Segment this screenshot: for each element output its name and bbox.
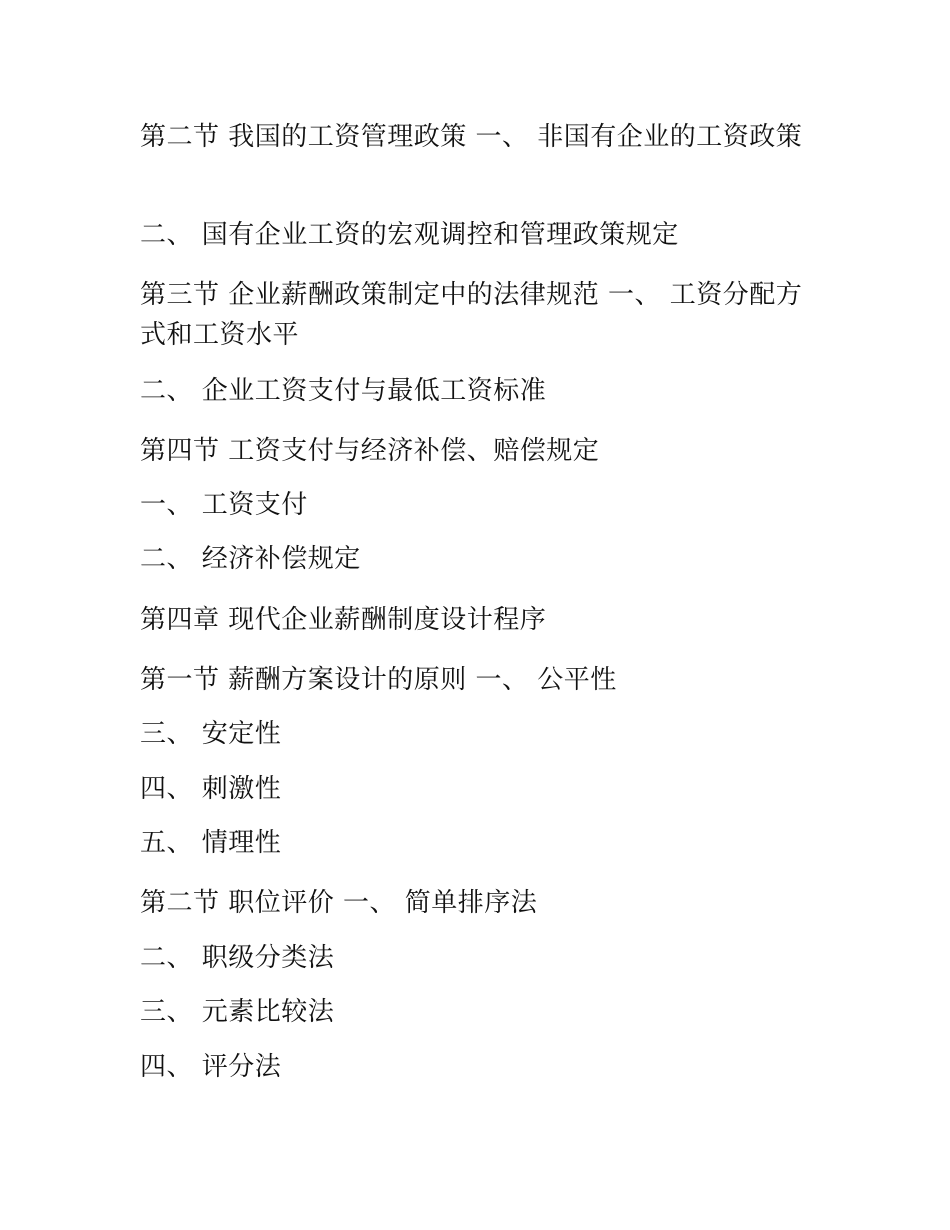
list-item-minimum-wage: 二、 企业工资支付与最低工资标准 [140, 376, 547, 406]
list-item-stability: 三、 安定性 [140, 719, 282, 749]
list-item-point-method: 四、 评分法 [140, 1052, 282, 1082]
list-item-reasonableness: 五、 情理性 [140, 828, 282, 858]
list-item-economic-compensation: 二、 经济补偿规定 [140, 544, 361, 574]
section-heading-job-evaluation: 第二节 职位评价 一、 简单排序法 [140, 888, 538, 918]
section-heading-design-principles: 第一节 薪酬方案设计的原则 一、 公平性 [140, 665, 617, 695]
list-item-wage-payment: 一、 工资支付 [140, 490, 308, 520]
section-heading-legal-norms: 第三节 企业薪酬政策制定中的法律规范 一、 工资分配方式和工资水平 [140, 280, 803, 350]
list-item-factor-comparison: 三、 元素比较法 [140, 997, 335, 1027]
list-item-incentive: 四、 刺激性 [140, 774, 282, 804]
list-item-job-classification: 二、 职级分类法 [140, 943, 335, 973]
section-heading-wage-policy: 第二节 我国的工资管理政策 一、 非国有企业的工资政策 [140, 122, 803, 152]
list-item-state-enterprise-wage: 二、 国有企业工资的宏观调控和管理政策规定 [140, 220, 679, 250]
section-heading-wage-payment: 第四节 工资支付与经济补偿、赔偿规定 [140, 436, 600, 466]
chapter-heading-salary-design: 第四章 现代企业薪酬制度设计程序 [140, 605, 547, 635]
